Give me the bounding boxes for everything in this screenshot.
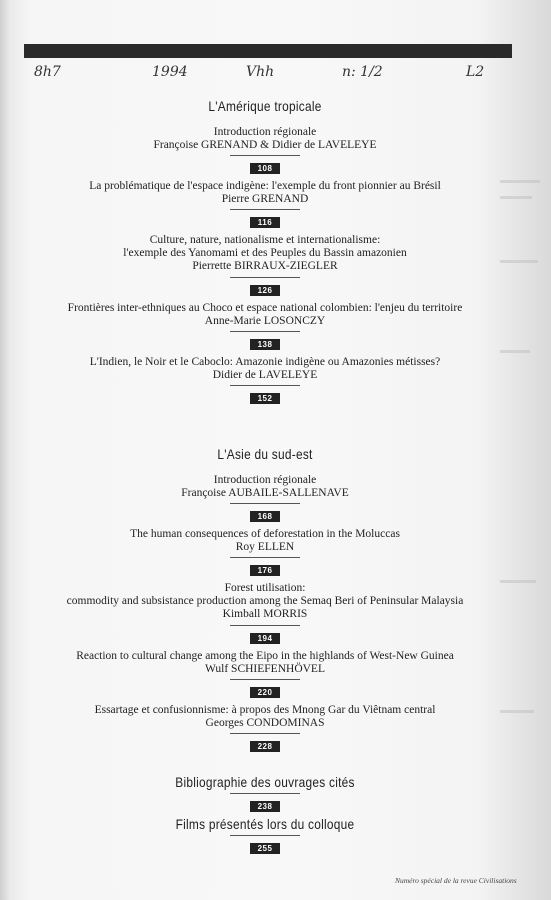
toc-entry[interactable] bbox=[0, 582, 530, 621]
toc-entry[interactable] bbox=[0, 302, 530, 328]
entry-title: Forest utilisation: bbox=[224, 582, 306, 594]
page-number: 168 bbox=[0, 503, 530, 524]
handwritten-note-3: Vhh bbox=[246, 64, 275, 80]
entry-title: Reaction to cultural change among the Eipo in the highlands of West-New Guinea bbox=[76, 650, 454, 662]
toc-entry[interactable] bbox=[0, 126, 530, 152]
entry-title: Culture, nature, nationalisme et internationalisme: bbox=[149, 234, 381, 246]
footer-note: Numéro spécial de la revue Civilisations bbox=[395, 876, 517, 885]
handwritten-note-4: n: 1/2 bbox=[342, 64, 383, 80]
page-number: 220 bbox=[0, 679, 530, 700]
bleed-through-mark bbox=[500, 260, 538, 263]
entry-author: Pierre GRENAND bbox=[221, 193, 309, 205]
bleed-through-mark bbox=[500, 180, 540, 183]
entry-title-line-2: commodity and subsistance production among the Semaq Beri of Peninsular Malaysia bbox=[66, 595, 464, 607]
page-number: 238 bbox=[0, 793, 530, 814]
toc-entry[interactable] bbox=[0, 704, 530, 730]
handwritten-note-1: 8h7 bbox=[34, 64, 61, 80]
handwritten-note-2: 1994 bbox=[152, 64, 188, 80]
entry-title: Introduction régionale bbox=[213, 126, 317, 138]
bibliography-title[interactable]: Bibliographie des ouvrages cités bbox=[175, 774, 355, 790]
page-number: 152 bbox=[0, 385, 530, 406]
entry-author: Roy ELLEN bbox=[235, 541, 295, 553]
page-number: 194 bbox=[0, 625, 530, 646]
bleed-through-mark bbox=[500, 710, 534, 713]
entry-title: The human consequences of deforestation in the Moluccas bbox=[130, 528, 400, 540]
page-number: 255 bbox=[0, 835, 530, 856]
page-number: 176 bbox=[0, 557, 530, 578]
entry-title: Essartage et confusionnisme: à propos des Mnong Gar du Viêtnam central bbox=[94, 704, 436, 716]
entry-author: Kimball MORRIS bbox=[222, 608, 308, 620]
entry-author: Anne-Marie LOSONCZY bbox=[204, 315, 326, 327]
page-number: 108 bbox=[0, 155, 530, 176]
toc-entry[interactable] bbox=[0, 474, 530, 500]
page-number: 126 bbox=[0, 277, 530, 298]
bleed-through-mark bbox=[500, 580, 536, 583]
films-title[interactable]: Films présentés lors du colloque bbox=[175, 816, 355, 832]
entry-author: Georges CONDOMINAS bbox=[205, 717, 325, 729]
entry-title: L'Indien, le Noir et le Caboclo: Amazonie indigène ou Amazonies métisses? bbox=[89, 356, 441, 368]
entry-author: Didier de LAVELEYE bbox=[212, 369, 318, 381]
toc-entry[interactable] bbox=[0, 180, 530, 206]
toc-entry[interactable] bbox=[0, 234, 530, 273]
entry-title: Introduction régionale bbox=[213, 474, 317, 486]
entry-author: Françoise GRENAND & Didier de LAVELEYE bbox=[153, 139, 377, 151]
bleed-through-mark bbox=[500, 350, 530, 353]
page-number: 116 bbox=[0, 209, 530, 230]
entry-author: Françoise AUBAILE-SALLENAVE bbox=[181, 487, 349, 499]
section-title-asie: L'Asie du sud-est bbox=[217, 446, 313, 462]
page-number: 228 bbox=[0, 733, 530, 754]
toc-entry[interactable] bbox=[0, 356, 530, 382]
handwritten-note-5: L2 bbox=[466, 64, 485, 80]
bleed-through-mark bbox=[500, 196, 532, 199]
page-number: 138 bbox=[0, 331, 530, 352]
entry-title-line-2: l'exemple des Yanomami et des Peuples du Bassin amazonien bbox=[123, 247, 407, 259]
entry-title: La problématique de l'espace indigène: l'exemple du front pionnier au Brésil bbox=[89, 180, 441, 192]
toc-entry[interactable] bbox=[0, 650, 530, 676]
entry-author: Wulf SCHIEFENHÖVEL bbox=[205, 663, 325, 675]
entry-author: Pierrette BIRRAUX-ZIEGLER bbox=[192, 260, 338, 272]
top-bar bbox=[24, 44, 512, 58]
entry-title: Frontières inter-ethniques au Choco et espace national colombien: l'enjeu du territoire bbox=[67, 302, 463, 314]
section-title-amerique: L'Amérique tropicale bbox=[208, 98, 322, 114]
toc-entry[interactable] bbox=[0, 528, 530, 554]
